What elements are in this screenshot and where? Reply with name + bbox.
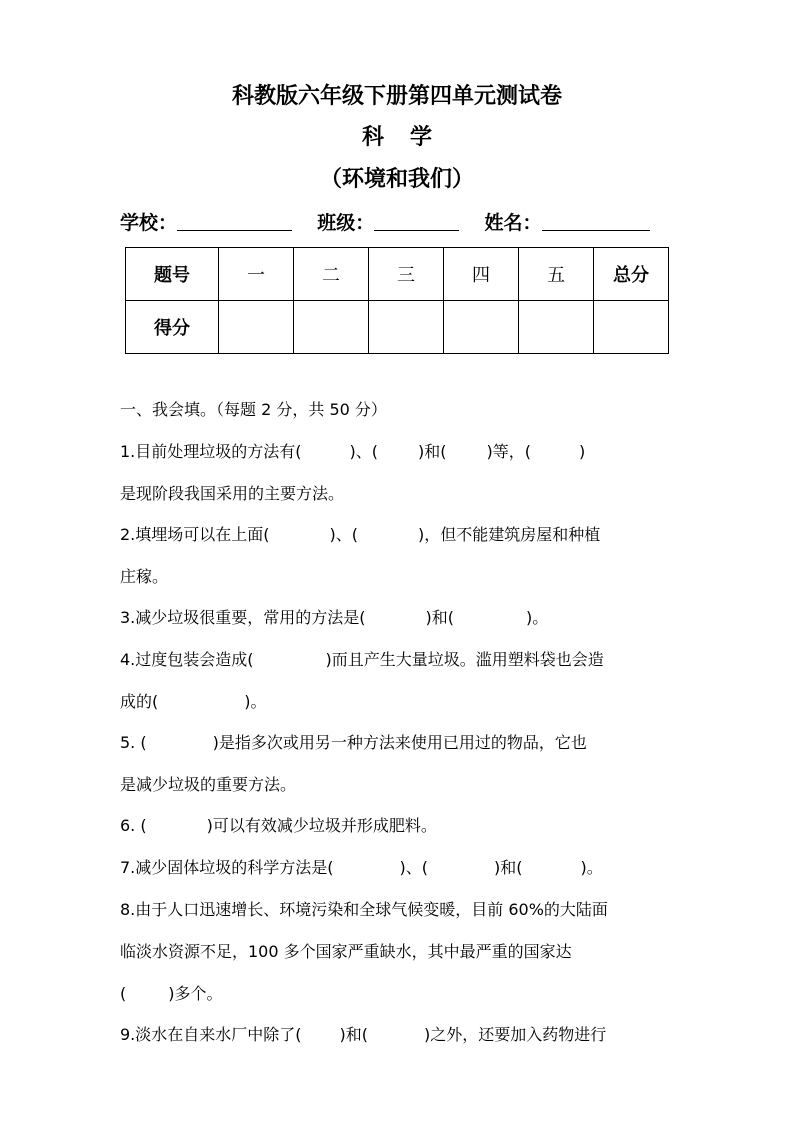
q9-text: )和( (339, 1025, 369, 1044)
q1-text: )和( (418, 442, 447, 461)
q3-text: )和( (425, 608, 455, 627)
score-cell-4[interactable] (444, 301, 519, 354)
student-info-line (120, 210, 650, 236)
question-5 (120, 722, 680, 806)
column-3: 三 (369, 248, 444, 301)
q1-text: )、( (349, 442, 379, 461)
question-4 (120, 639, 680, 723)
q1-text: 是现阶段我国采用的主要方法。 (120, 484, 345, 503)
column-2: 二 (294, 248, 369, 301)
q4-text: )而且产生大量垃圾。滥用塑料袋也会造 (325, 650, 604, 669)
school-blank[interactable] (177, 212, 292, 231)
section-1-heading: 一、我会填。（每题 2 分，共 50 分） (120, 400, 387, 419)
score-table-header-row (126, 248, 669, 301)
name-blank[interactable] (542, 212, 650, 231)
q7-text: )和( (494, 858, 523, 877)
q9-text: 9.淡水在自来水厂中除了( (120, 1025, 302, 1044)
score-cell-5[interactable] (519, 301, 594, 354)
q7-text: )、( (399, 858, 429, 877)
school-label: 学校： (120, 212, 178, 234)
q9-text: )之外，还要加入药物进行 (424, 1025, 607, 1044)
question-8 (120, 889, 680, 1015)
question-6 (120, 805, 680, 847)
q1-text: ) (579, 442, 586, 461)
q2-text: )，但不能建筑房屋和种植 (418, 525, 601, 544)
exam-title: 科教版六年级下册第四单元测试卷 (231, 84, 562, 109)
question-3 (120, 597, 680, 639)
q2-text: 2.填埋场可以在上面( (120, 525, 270, 544)
score-table-score-row (126, 301, 669, 354)
q3-text: )。 (526, 608, 549, 627)
q4-text: 4.过度包装会造成( (120, 650, 254, 669)
q8-text: 8.由于人口迅速增长、环境污染和全球气候变暖，目前 60%的大陆面 (120, 900, 608, 919)
q5-text: )是指多次或用另一种方法来使用已用过的物品，它也 (212, 733, 587, 752)
q4-text: 成的( (120, 692, 159, 711)
q2-text: 庄稼。 (120, 567, 169, 586)
score-cell-2[interactable] (294, 301, 369, 354)
q8-text: 临淡水资源不足，100 多个国家严重缺水，其中最严重的国家达 (120, 942, 572, 961)
column-total: 总分 (594, 248, 669, 301)
score-cell-3[interactable] (369, 301, 444, 354)
subject-title: 科学 (361, 125, 458, 150)
q4-text: )。 (244, 692, 267, 711)
name-label: 姓名： (484, 212, 542, 234)
class-blank[interactable] (374, 212, 459, 231)
q1-text: 1.目前处理垃圾的方法有( (120, 442, 302, 461)
score-cell-total[interactable] (594, 301, 669, 354)
column-4: 四 (444, 248, 519, 301)
q7-text: 7.减少固体垃圾的科学方法是( (120, 858, 334, 877)
q1-text: )等，( (486, 442, 532, 461)
q7-text: )。 (580, 858, 603, 877)
score-cell-1[interactable] (219, 301, 294, 354)
q5-text: 是减少垃圾的重要方法。 (120, 775, 297, 794)
column-5: 五 (519, 248, 594, 301)
unit-title: （环境和我们） (319, 167, 474, 192)
q8-text: )多个。 (168, 984, 223, 1003)
question-number-label: 题号 (126, 248, 219, 301)
q6-text: 6. ( (120, 816, 147, 835)
score-label: 得分 (126, 301, 219, 354)
question-7 (120, 847, 680, 889)
class-label: 班级： (317, 212, 375, 234)
q2-text: )、( (329, 525, 359, 544)
question-2 (120, 514, 680, 598)
question-9 (120, 1014, 680, 1056)
q5-text: 5. ( (120, 733, 147, 752)
score-table (125, 247, 669, 354)
q6-text: )可以有效减少垃圾并形成肥料。 (206, 816, 437, 835)
q8-text: ( (120, 984, 127, 1003)
column-1: 一 (219, 248, 294, 301)
q3-text: 3.减少垃圾很重要，常用的方法是( (120, 608, 366, 627)
question-1 (120, 431, 680, 515)
